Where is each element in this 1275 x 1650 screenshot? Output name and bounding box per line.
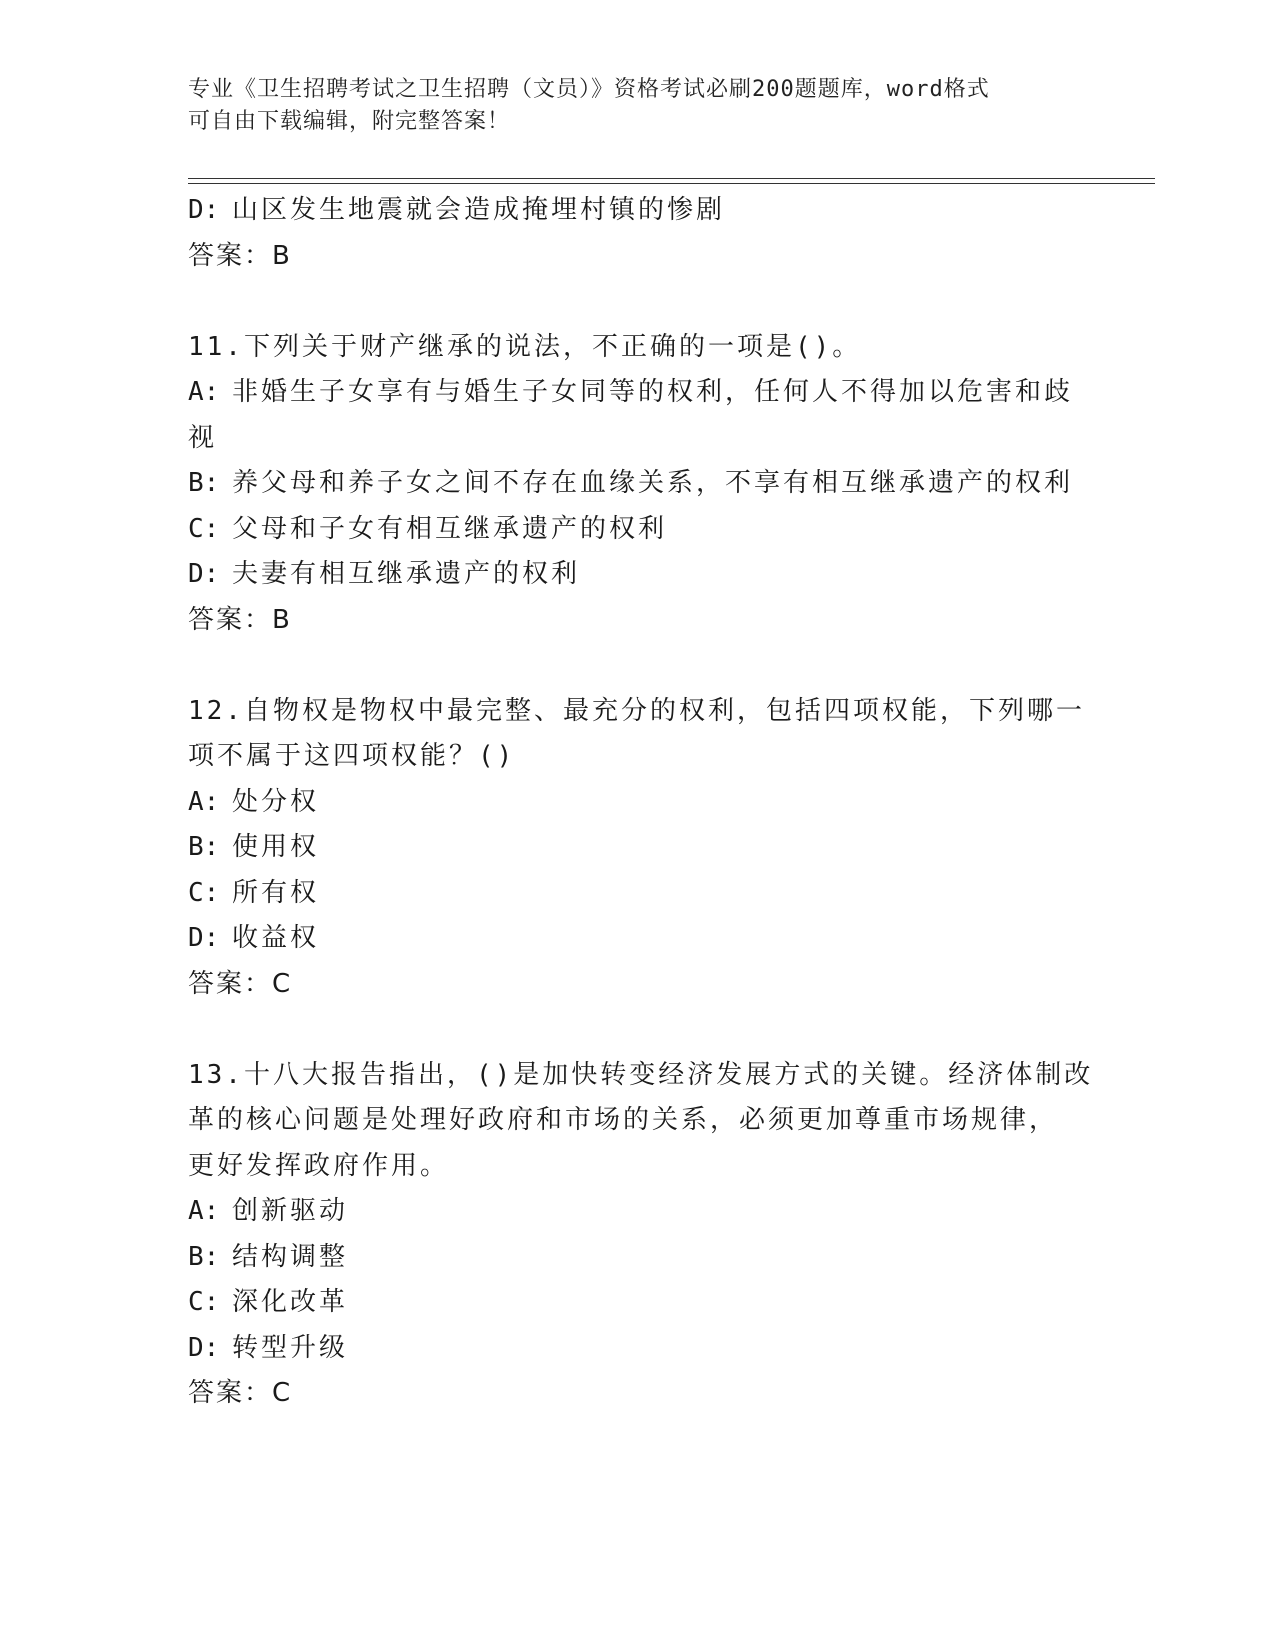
option-text: 深化改革 [232, 1287, 349, 1317]
q12-answer: 答案：C [188, 968, 293, 999]
option-label: D: [188, 559, 220, 589]
option-text: 收益权 [232, 923, 320, 953]
q13-option-b [188, 1235, 1088, 1281]
option-label: A: [188, 1196, 220, 1226]
option-text: 结构调整 [232, 1241, 349, 1272]
option-text: 处分权 [232, 786, 320, 817]
option-text: 转型升级 [232, 1332, 349, 1363]
option-label: A: [188, 377, 220, 407]
q11-answer: 答案：B [188, 604, 292, 635]
option-text: 非婚生子女享有与婚生子女同等的权利，任何人不得加以危害和歧 [232, 377, 1074, 407]
option-text: 父母和子女有相互继承遗产的权利 [232, 513, 668, 544]
header-title-line-1: 专业《卫生招聘考试之卫生招聘（文员）》资格考试必刷200题题库，word格式 [188, 77, 990, 102]
header-divider-bottom [188, 183, 1155, 184]
option-label: C: [188, 877, 220, 908]
prev-answer: 答案：B [188, 240, 292, 271]
spacer [188, 643, 1088, 689]
q11-option-a [188, 370, 1088, 461]
q13-option-d [188, 1326, 1088, 1372]
spacer [188, 1007, 1088, 1053]
q11-option-c [188, 507, 1088, 553]
option-label: C: [188, 1287, 220, 1317]
option-label: D: [188, 195, 220, 225]
option-label: D: [188, 1332, 220, 1363]
q11-option-b [188, 461, 1088, 507]
option-text: 山区发生地震就会造成掩埋村镇的惨剧 [232, 195, 726, 225]
header-title-line-2: 可自由下载编辑，附完整答案！ [188, 109, 511, 134]
q12-option-c [188, 871, 1088, 917]
q12-stem-line-1: 12.自物权是物权中最完整、最充分的权利，包括四项权能，下列哪一 [188, 695, 1085, 726]
q12-option-d [188, 916, 1088, 962]
q13-option-c [188, 1280, 1088, 1326]
q13-option-a [188, 1189, 1088, 1235]
option-text: 夫妻有相互继承遗产的权利 [232, 559, 581, 589]
q12-option-b [188, 825, 1088, 871]
option-text: 所有权 [232, 877, 320, 908]
option-label: B: [188, 1241, 220, 1272]
prev-option-d [188, 188, 1088, 234]
q13-stem-line-2: 革的核心问题是处理好政府和市场的关系，必须更加尊重市场规律， [188, 1105, 1059, 1135]
q13-stem-line-1: 13.十八大报告指出，()是加快转变经济发展方式的关键。经济体制改 [188, 1059, 1094, 1090]
header-divider-top [188, 178, 1155, 179]
option-text-continued: 视 [188, 422, 218, 453]
option-label: C: [188, 513, 220, 544]
option-text: 使用权 [232, 832, 320, 862]
option-label: B: [188, 468, 220, 498]
option-label: A: [188, 786, 220, 817]
q11-option-d [188, 552, 1088, 598]
q12-option-a [188, 780, 1088, 826]
question-content [188, 188, 1094, 1417]
q11-stem: 11.下列关于财产继承的说法，不正确的一项是()。 [188, 331, 862, 362]
q12-stem-line-2: 项不属于这四项权能？() [188, 741, 516, 771]
spacer [188, 279, 1088, 325]
q13-stem-line-3: 更好发挥政府作用。 [188, 1150, 450, 1181]
option-label: D: [188, 923, 220, 953]
q13-answer: 答案：C [188, 1378, 293, 1408]
document-header [188, 74, 1068, 138]
option-text: 创新驱动 [232, 1196, 349, 1226]
option-text: 养父母和养子女之间不存在血缘关系，不享有相互继承遗产的权利 [232, 468, 1074, 498]
option-label: B: [188, 832, 220, 862]
